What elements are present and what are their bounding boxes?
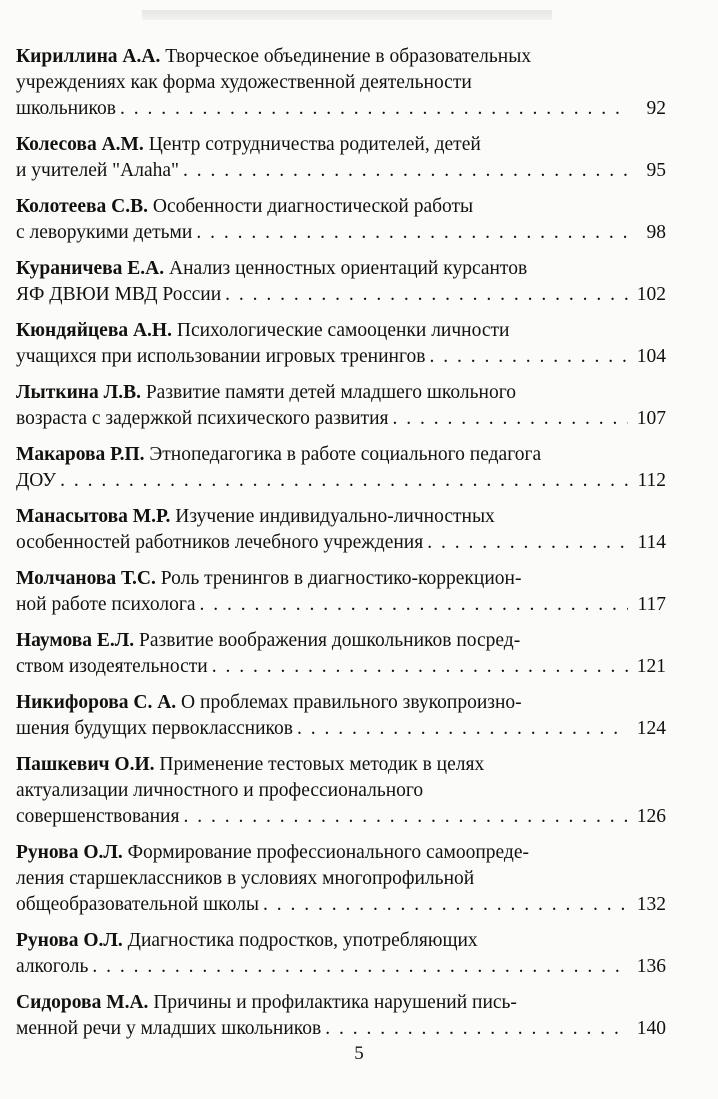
toc-entry-author: Кюндяйцева А.Н.	[16, 320, 172, 341]
toc-entry-title-text: Анализ ценностных ориентаций курсантов	[164, 258, 528, 279]
toc-entry	[16, 504, 666, 556]
toc-entry-title-text: ления старшеклассников в условиях многопрофильной	[16, 868, 475, 889]
toc-entry-line	[16, 690, 666, 716]
toc-entry-page: 107	[636, 408, 666, 429]
toc-entry-title-text: Причины и профилактика нарушений пись-	[148, 992, 517, 1013]
toc-entry	[16, 256, 666, 308]
table-of-contents	[16, 44, 666, 1052]
toc-entry-title-text: Роль тренингов в диагностико-коррекцион-	[155, 568, 522, 589]
toc-entry-last-line	[16, 654, 666, 680]
toc-entry-title-text: Этнопедагогика в работе социального педагога	[144, 444, 542, 465]
dot-leader	[183, 158, 628, 184]
dot-leader	[263, 892, 628, 918]
toc-entry	[16, 194, 666, 246]
toc-entry-line	[16, 628, 666, 654]
toc-entry-author: Колесова А.М.	[16, 134, 144, 155]
toc-entry-page: 102	[636, 284, 666, 305]
toc-entry-title-end: возраста с задержкой психического развития	[16, 408, 389, 429]
toc-entry	[16, 44, 666, 122]
toc-entry-page: 98	[646, 222, 666, 243]
toc-entry-last-line	[16, 158, 666, 184]
toc-entry-page: 126	[636, 806, 666, 827]
toc-entry-line	[16, 866, 666, 892]
toc-entry	[16, 380, 666, 432]
toc-entry-last-line	[16, 96, 666, 122]
toc-entry-page: 136	[636, 956, 666, 977]
dot-leader	[200, 592, 628, 618]
toc-entry-author: Молчанова Т.С.	[16, 568, 156, 589]
toc-entry	[16, 628, 666, 680]
toc-entry-author: Рунова О.Л.	[16, 842, 123, 863]
toc-entry-title-text: учреждениях как форма художественной деятельности	[16, 72, 472, 93]
toc-entry-line	[16, 840, 666, 866]
toc-entry-title-end: ЯФ ДВЮИ МВД России	[16, 284, 222, 305]
toc-entry-title-text: Развитие памяти детей младшего школьного	[140, 382, 516, 403]
toc-entry-author: Лыткина Л.В.	[16, 382, 141, 403]
toc-entry-last-line	[16, 804, 666, 830]
toc-entry-title-text: Развитие воображения дошкольников посред-	[134, 630, 521, 651]
toc-entry-author: Кураничева Е.А.	[16, 258, 165, 279]
toc-entry-line	[16, 70, 666, 96]
toc-entry-title-end: менной речи у младших школьников	[16, 1018, 322, 1039]
toc-entry-title-end: особенностей работников лечебного учреждения	[16, 532, 424, 553]
toc-entry-last-line	[16, 716, 666, 742]
toc-entry-author: Пашкевич О.И.	[16, 754, 155, 775]
toc-entry	[16, 318, 666, 370]
toc-entry	[16, 690, 666, 742]
toc-entry-line	[16, 256, 666, 282]
toc-entry-title-text: Изучение индивидуально-личностных	[170, 506, 495, 527]
toc-entry-line	[16, 990, 666, 1016]
toc-entry-title-end: ДОУ	[16, 470, 57, 491]
toc-entry-page: 121	[636, 656, 666, 677]
toc-entry-author: Никифорова С. А.	[16, 692, 177, 713]
toc-entry-page: 114	[637, 532, 666, 553]
toc-entry-last-line	[16, 592, 666, 618]
toc-entry-page: 117	[637, 594, 666, 615]
toc-entry-title-text: Творческое объединение в образовательных	[160, 46, 532, 67]
dot-leader	[212, 654, 628, 680]
toc-entry-title-text: О проблемах правильного звукопроизно-	[176, 692, 522, 713]
dot-leader	[196, 220, 628, 246]
toc-entry-title-text: Применение тестовых методик в целях	[154, 754, 485, 775]
dot-leader	[325, 1016, 628, 1042]
toc-entry	[16, 990, 666, 1042]
toc-entry-page: 104	[636, 346, 666, 367]
toc-entry-last-line	[16, 530, 666, 556]
toc-entry	[16, 132, 666, 184]
toc-entry-line	[16, 566, 666, 592]
toc-entry-author: Сидорова М.А.	[16, 992, 149, 1013]
toc-entry-author: Макарова Р.П.	[16, 444, 145, 465]
toc-entry-title-text: Формирование профессионального самоопреде-	[122, 842, 529, 863]
toc-entry-title-end: учащихся при использовании игровых тренингов	[16, 346, 426, 367]
toc-entry-page: 124	[636, 718, 666, 739]
dot-leader	[183, 804, 628, 830]
toc-entry-title-text: Центр сотрудничества родителей, детей	[143, 134, 481, 155]
toc-entry	[16, 840, 666, 918]
toc-entry-last-line	[16, 282, 666, 308]
toc-entry	[16, 928, 666, 980]
dot-leader	[225, 282, 628, 308]
toc-entry-author: Колотеева С.В.	[16, 196, 148, 217]
toc-entry-author: Кириллина А.А.	[16, 46, 161, 67]
toc-entry-title-end: ством изодеятельности	[16, 656, 208, 677]
toc-entry-page: 112	[637, 470, 666, 491]
toc-entry-line	[16, 132, 666, 158]
toc-entry-author: Рунова О.Л.	[16, 930, 123, 951]
dot-leader	[297, 716, 628, 742]
toc-entry-line	[16, 44, 666, 70]
toc-entry-author: Манасытова М.Р.	[16, 506, 171, 527]
toc-entry-title-end: ной работе психолога	[16, 594, 196, 615]
dot-leader	[60, 468, 628, 494]
toc-entry-line	[16, 752, 666, 778]
toc-entry	[16, 566, 666, 618]
toc-entry-title-end: и учителей "Алаhа"	[16, 160, 179, 181]
toc-entry-line	[16, 504, 666, 530]
toc-entry-title-text: Психологические самооценки личности	[171, 320, 510, 341]
toc-entry-title-end: шения будущих первоклассников	[16, 718, 293, 739]
toc-entry-title-end: алкоголь	[16, 956, 89, 977]
dot-leader	[120, 96, 628, 122]
dot-leader	[392, 406, 628, 432]
toc-entry-last-line	[16, 220, 666, 246]
toc-entry-page: 92	[646, 98, 666, 119]
toc-entry-page: 132	[636, 894, 666, 915]
dot-leader	[429, 344, 628, 370]
toc-entry-title-text: Диагностика подростков, употребляющих	[122, 930, 478, 951]
toc-entry-title-end: с леворукими детьми	[16, 222, 193, 243]
toc-entry-line	[16, 778, 666, 804]
toc-entry-line	[16, 442, 666, 468]
toc-entry-author: Наумова Е.Л.	[16, 630, 135, 651]
toc-entry-title-end: совершенствования	[16, 806, 180, 827]
toc-entry-line	[16, 380, 666, 406]
toc-entry-title-end: общеобразовательной школы	[16, 894, 259, 915]
toc-entry-line	[16, 318, 666, 344]
toc-entry-last-line	[16, 892, 666, 918]
toc-entry-line	[16, 194, 666, 220]
toc-entry-line	[16, 928, 666, 954]
toc-entry	[16, 752, 666, 830]
dot-leader	[427, 530, 628, 556]
toc-entry-last-line	[16, 344, 666, 370]
toc-entry-last-line	[16, 954, 666, 980]
toc-entry	[16, 442, 666, 494]
toc-entry-title-end: школьников	[16, 98, 116, 119]
toc-entry-title-text: актуализации личностного и профессионального	[16, 780, 424, 801]
header-rule	[142, 10, 552, 20]
page-number: 5	[354, 1043, 364, 1064]
toc-entry-last-line	[16, 1016, 666, 1042]
toc-entry-last-line	[16, 406, 666, 432]
dot-leader	[92, 954, 628, 980]
toc-entry-title-text: Особенности диагностической работы	[147, 196, 474, 217]
toc-entry-page: 95	[646, 160, 666, 181]
toc-entry-last-line	[16, 468, 666, 494]
toc-entry-page: 140	[636, 1018, 666, 1039]
